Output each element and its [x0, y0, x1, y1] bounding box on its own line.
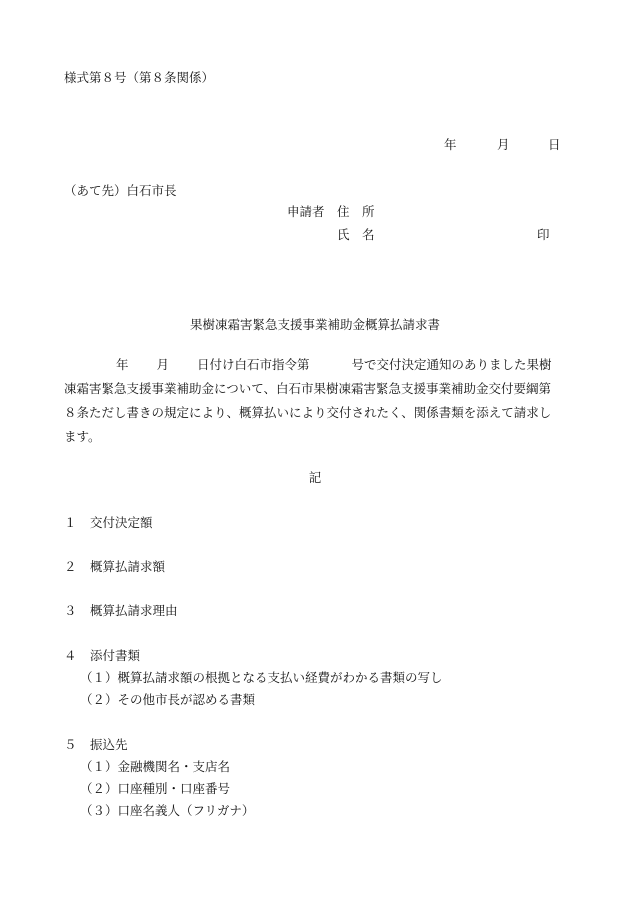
- form-label: 様式第８号（第８条関係）: [64, 70, 215, 85]
- document-title: 果樹凍霜害緊急支援事業補助金概算払請求書: [189, 317, 440, 332]
- attachment-2: （２）その他市長が認める書類: [80, 692, 256, 707]
- date-month: 月: [497, 137, 510, 152]
- item-3-num: ３: [64, 603, 77, 618]
- date-day: 日: [548, 137, 561, 152]
- item-1-label: 交付決定額: [90, 515, 153, 530]
- item-3-label: 概算払請求理由: [90, 603, 178, 618]
- body-text-2: 号で交付決定通知のありました果樹凍霜害緊急支援事業補助金について、白石市果樹凍霜害緊急支援事業補助金交付要綱第８条ただし書きの規定により、概算払いにより交付されたく、関係書類を添えて請求します。: [64, 357, 552, 444]
- item-2-num: ２: [64, 559, 77, 574]
- attachment-1: （１）概算払請求額の根拠となる支払い経費がわかる書類の写し: [80, 670, 443, 685]
- body-month: 月: [156, 357, 170, 372]
- address-label: 住 所: [337, 204, 375, 219]
- addressee: （あて先）白石市長: [64, 183, 177, 198]
- item-2-label: 概算払請求額: [90, 559, 166, 574]
- body-year: 年: [116, 357, 129, 372]
- body-text-1: 日付け白石市指令第: [197, 357, 310, 372]
- body-paragraph: [64, 353, 560, 449]
- item-1-num: １: [64, 515, 77, 530]
- item-4-num: ４: [64, 648, 77, 663]
- item-5-num: ５: [64, 737, 77, 752]
- date-year: 年: [444, 137, 457, 152]
- item-4-label: 添付書類: [90, 648, 141, 663]
- seal-mark: 印: [537, 227, 550, 242]
- transfer-1: （１）金融機関名・支店名: [80, 759, 231, 774]
- item-5-label: 振込先: [90, 737, 128, 752]
- transfer-3: （３）口座名義人（フリガナ）: [80, 803, 255, 818]
- name-label: 氏 名: [337, 227, 375, 242]
- ki-heading: 記: [308, 470, 322, 485]
- applicant-label: 申請者: [287, 204, 325, 219]
- transfer-2: （２）口座種別・口座番号: [80, 781, 231, 796]
